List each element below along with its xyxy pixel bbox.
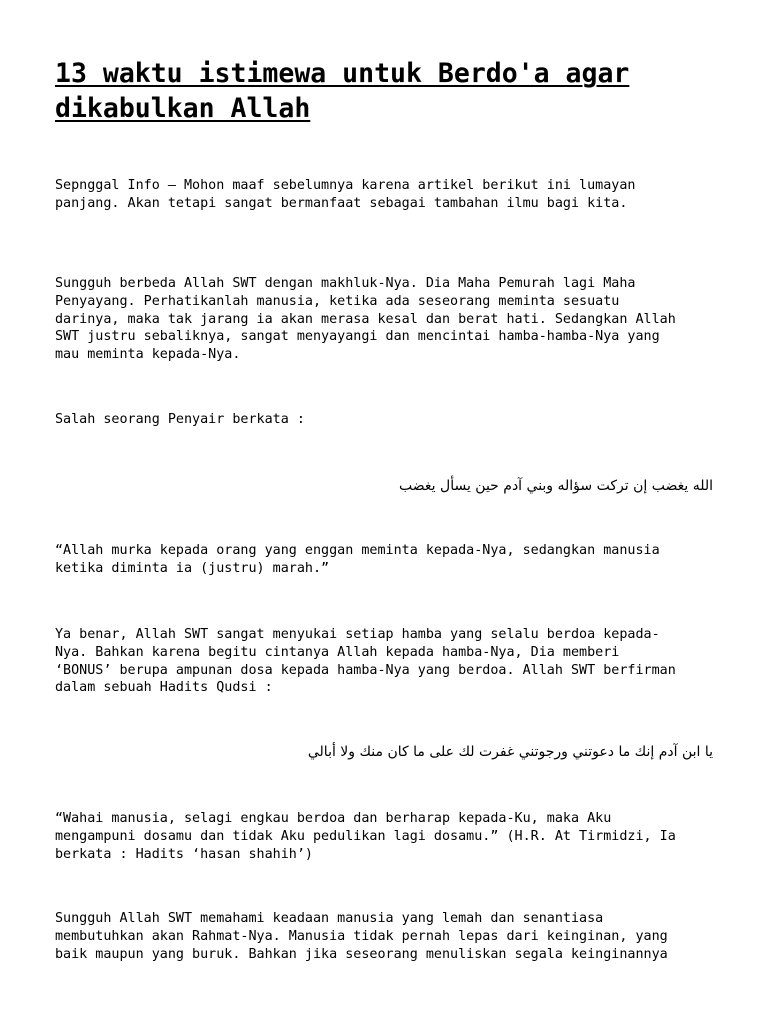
arabic-hadith: يا ابن آدم إنك ما دعوتني ورجوتني غفرت لك على ما كان منك ولا أبالي (307, 744, 713, 760)
body-paragraph-2: Salah seorang Penyair berkata : (55, 412, 305, 427)
article-title: 13 waktu istimewa untuk Berdo'a agar dikabulkan Allah (55, 58, 630, 124)
translation-paragraph-2: “Wahai manusia, selagi engkau berdoa dan berharap kepada-Ku, maka Aku mengampuni dosamu dan tidak Aku pedulikan lagi dosamu.” (H.R. At Tirmidzi, Ia berkata : Hadits ‘hasan shahih’) (55, 811, 676, 862)
translation-paragraph-1: “Allah murka kepada orang yang enggan meminta kepada-Nya, sedangkan manusia ketika diminta ia (justru) marah.” (55, 543, 660, 576)
intro-paragraph: Sepnggal Info – Mohon maaf sebelumnya karena artikel berikut ini lumayan panjang. Akan tetapi sangat bermanfaat sebagai tambahan ilmu bagi kita. (55, 178, 636, 211)
arabic-verse-1: الله يغضب إن تركت سؤاله وبني آدم حين يسأل يغضب (399, 478, 713, 494)
body-paragraph-4: Sungguh Allah SWT memahami keadaan manusia yang lemah dan senantiasa membutuhkan akan Rahmat-Nya. Manusia tidak pernah lepas dari keinginan, yang baik maupun yang buruk. Bahkan jika seseorang menuliskan segala keinginannya (55, 911, 668, 962)
body-paragraph-1: Sungguh berbeda Allah SWT dengan makhluk-Nya. Dia Maha Pemurah lagi Maha Penyayang. Perhatikanlah manusia, ketika ada seseorang meminta sesuatu darinya, maka tak jarang ia akan merasa kesal dan berat hati. Sedangkan Allah SWT justru sebaliknya, sangat menyayangi dan mencintai hamba-hamba-Nya yang mau meminta kepada-Nya. (55, 276, 676, 363)
body-paragraph-3: Ya benar, Allah SWT sangat menyukai setiap hamba yang selalu berdoa kepada- Nya. Bahkan karena begitu cintanya Allah kepada hamba-Nya, Dia memberi ‘BONUS’ berupa ampunan dosa kepada hamba-Nya yang berdoa. Allah SWT berfirman dalam sebuah Hadits Qudsi : (55, 627, 676, 696)
